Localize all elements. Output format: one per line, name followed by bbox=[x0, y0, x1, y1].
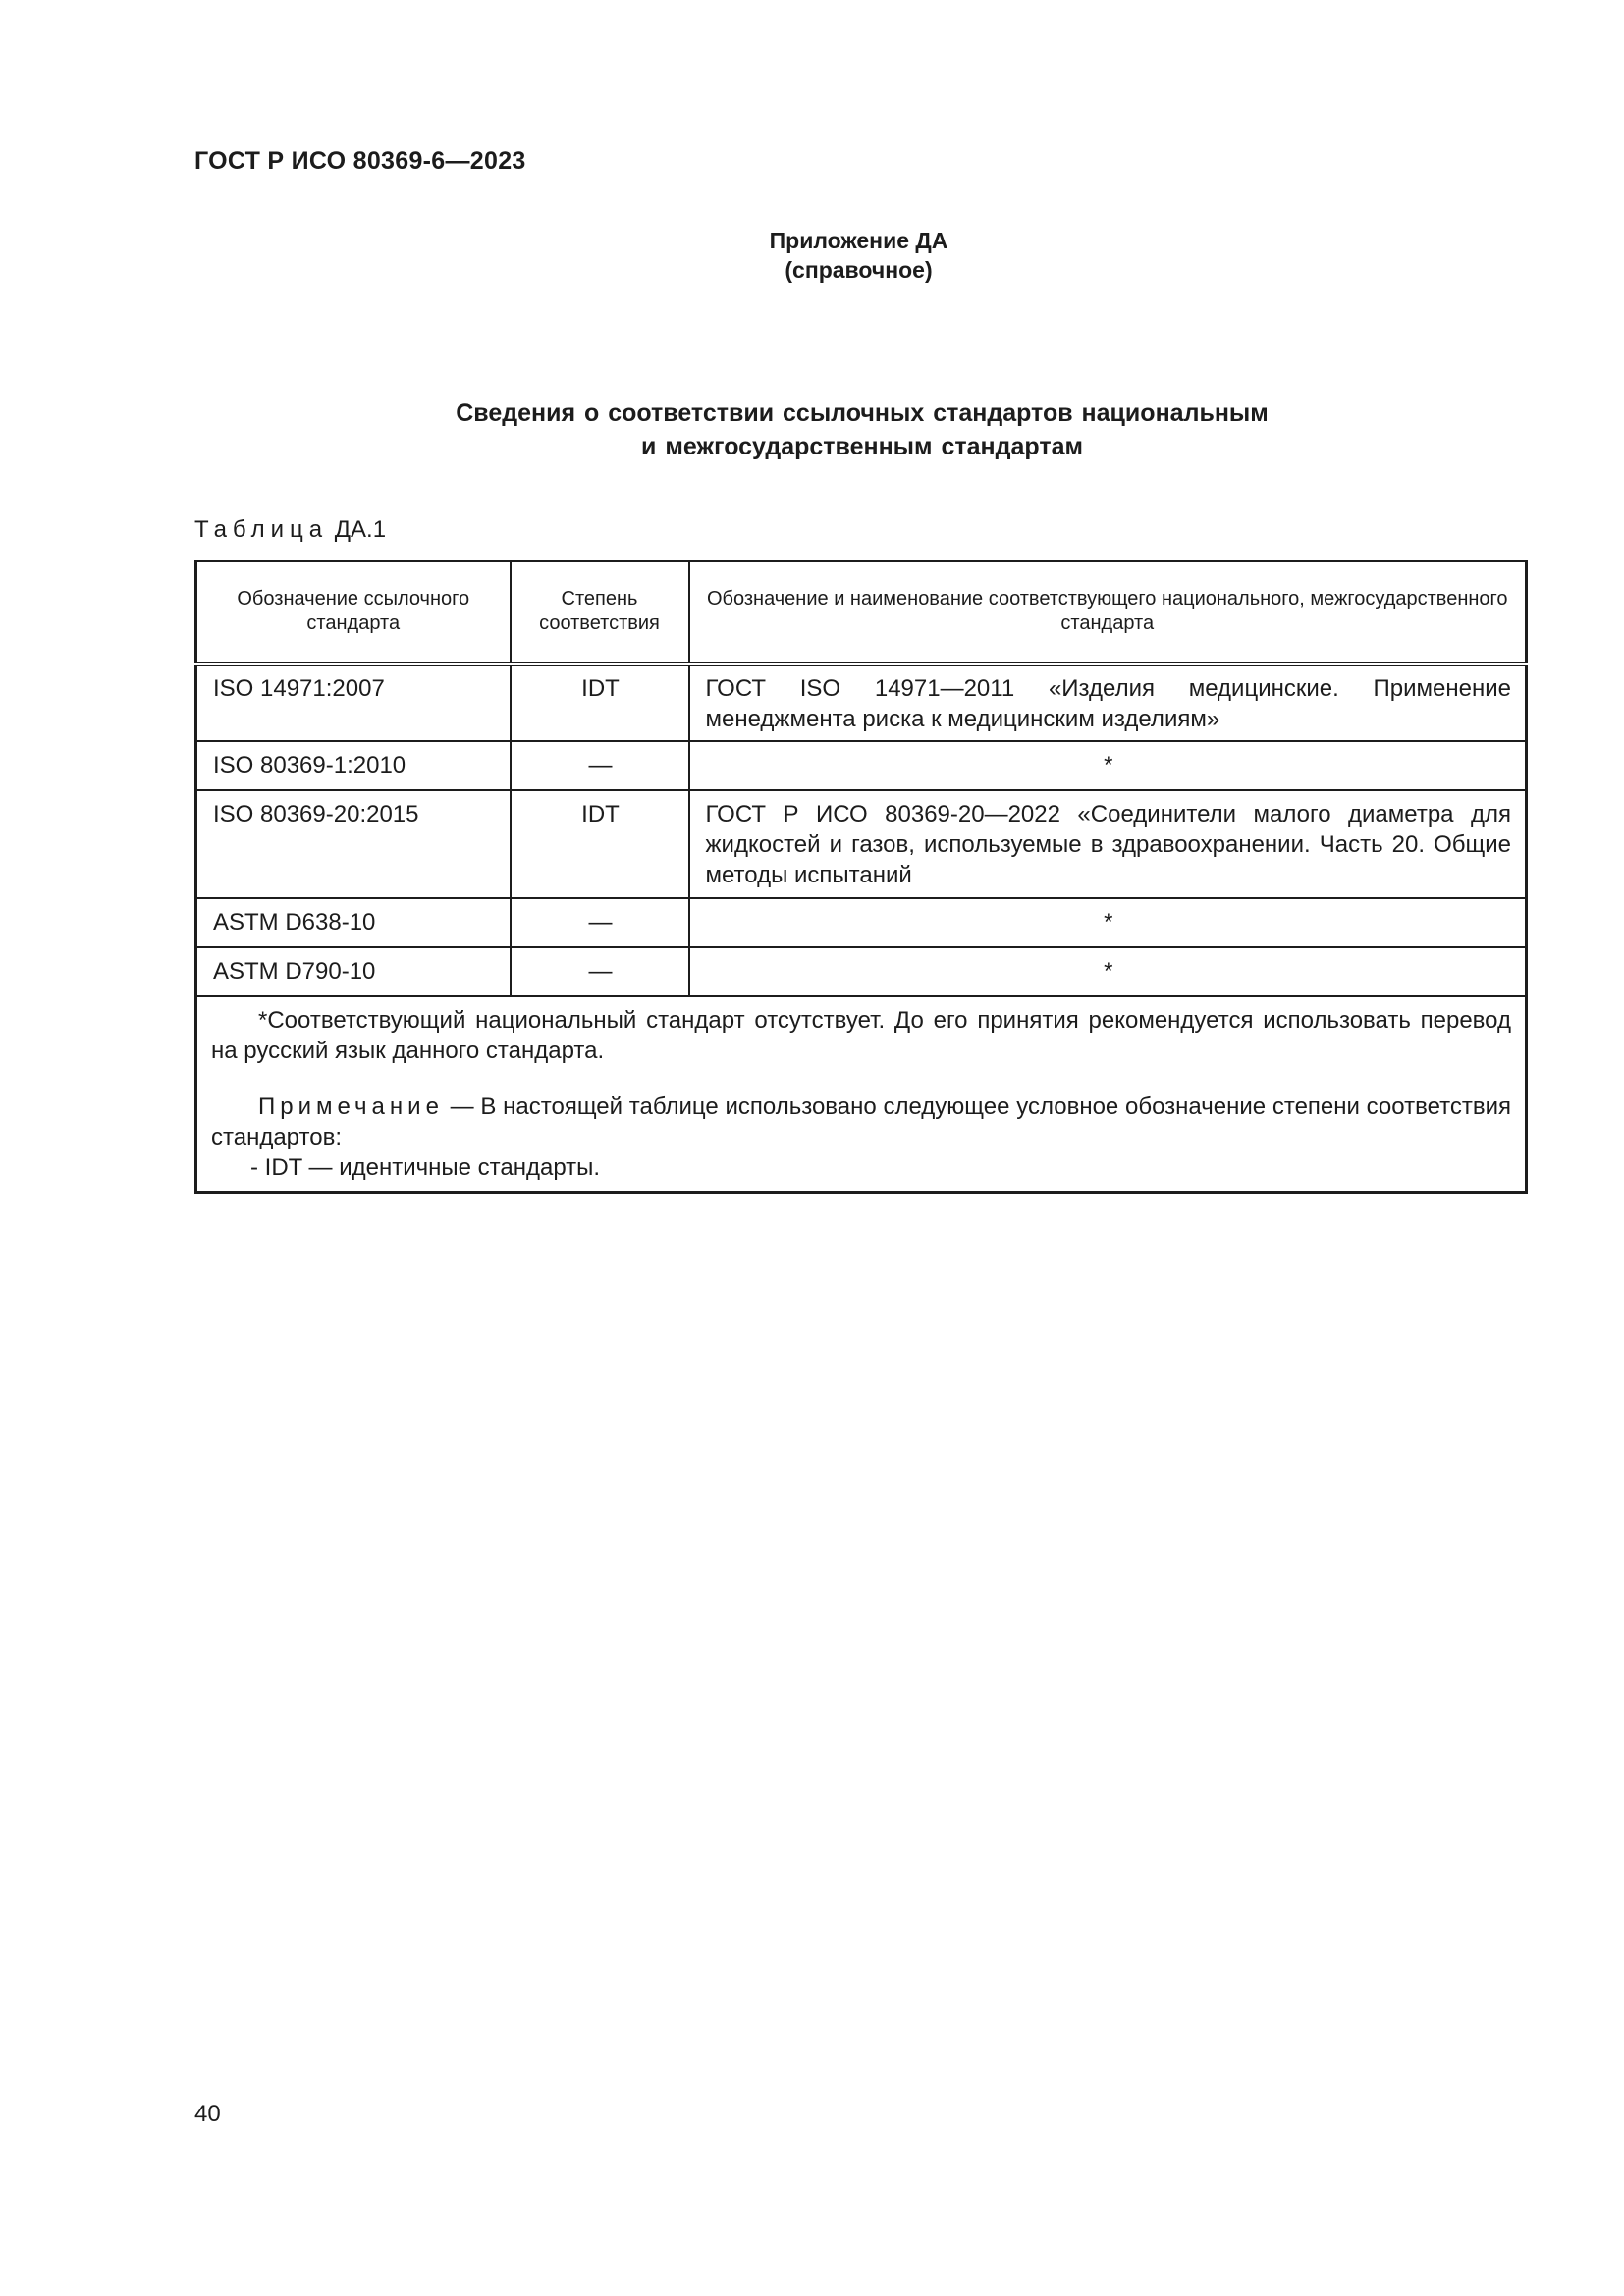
header-national-standard: Обозначение и наименование соответствующего национального, межгосударственного стандарта bbox=[689, 561, 1527, 664]
cell-name: ГОСТ Р ИСО 80369-20—2022 «Соединители малого диаметра для жидкостей и газов, используемые в здравоохранении. Часть 20. Общие методы испытаний bbox=[689, 790, 1527, 898]
section-title-line1: Сведения о соответствии ссылочных стандартов национальным bbox=[456, 400, 1269, 427]
table-row bbox=[196, 947, 1527, 996]
table-row bbox=[196, 664, 1527, 741]
note-text: — В настоящей таблице использовано следующее условное обозначение степени соответствия стандартов: bbox=[211, 1093, 1511, 1150]
table-caption-label: Таблица bbox=[194, 516, 329, 543]
appendix-title: Приложение ДА bbox=[769, 228, 948, 253]
cell-code: ISO 14971:2007 bbox=[196, 664, 511, 741]
section-title bbox=[194, 397, 1530, 463]
cell-name: * bbox=[689, 741, 1527, 790]
note-label: Примечание bbox=[258, 1093, 444, 1120]
table-caption-number: ДА.1 bbox=[334, 516, 387, 543]
note-item: - IDT — идентичные стандарты. bbox=[250, 1153, 601, 1181]
appendix-subtitle: (справочное) bbox=[785, 257, 933, 283]
table-footnote: *Соответствующий национальный стандарт отсутствует. До его принятия рекомендуется использовать перевод на русский язык данного стандарта. bbox=[211, 1006, 1511, 1064]
cell-name: * bbox=[689, 898, 1527, 947]
cell-code: ISO 80369-1:2010 bbox=[196, 741, 511, 790]
cell-code: ISO 80369-20:2015 bbox=[196, 790, 511, 898]
cell-degree: — bbox=[511, 898, 689, 947]
header-reference-code: Обозначение ссылочного стандарта bbox=[196, 561, 511, 664]
table-footnote-row bbox=[196, 996, 1527, 1193]
section-title-line2: и межгосударственным стандартам bbox=[641, 433, 1083, 460]
document-code: ГОСТ Р ИСО 80369-6—2023 bbox=[194, 147, 526, 175]
table-footnote-cell bbox=[196, 996, 1527, 1193]
appendix-heading bbox=[0, 226, 1624, 285]
table-note bbox=[211, 1092, 1511, 1152]
cell-degree: IDT bbox=[511, 664, 689, 741]
cell-degree: — bbox=[511, 741, 689, 790]
cell-code: ASTM D790-10 bbox=[196, 947, 511, 996]
page-number: 40 bbox=[194, 2101, 221, 2127]
cell-code: ASTM D638-10 bbox=[196, 898, 511, 947]
table-header-row bbox=[196, 561, 1527, 664]
standards-table bbox=[194, 560, 1528, 1194]
table-row bbox=[196, 898, 1527, 947]
table-caption bbox=[194, 516, 386, 544]
header-degree: Степень соответствия bbox=[511, 561, 689, 664]
table-row bbox=[196, 790, 1527, 898]
cell-degree: IDT bbox=[511, 790, 689, 898]
cell-degree: — bbox=[511, 947, 689, 996]
cell-name: * bbox=[689, 947, 1527, 996]
table-row bbox=[196, 741, 1527, 790]
cell-name: ГОСТ ISO 14971—2011 «Изделия медицинские. Применение менеджмента риска к медицинским изделиям» bbox=[689, 664, 1527, 741]
